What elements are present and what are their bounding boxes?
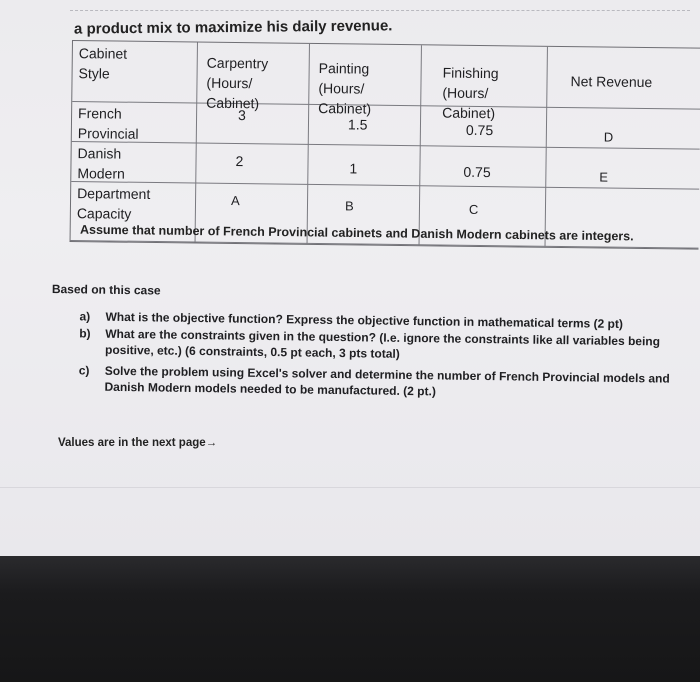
row-name-danish-modern: Danish Modern xyxy=(77,145,125,182)
cell-danish-finishing: 0.75 xyxy=(463,163,491,181)
cell-french-revenue: D xyxy=(603,129,614,145)
cell-capacity-carpentry: A xyxy=(230,192,240,209)
header-painting: Painting (Hours/ Cabinet) xyxy=(318,60,372,117)
cell-danish-revenue: E xyxy=(599,169,609,185)
section-heading: Based on this case xyxy=(51,282,161,298)
page-rule xyxy=(0,487,700,488)
question-text: Solve the problem using Excel's solver and determine the number of French Provincial models and Danish Modern models needed to be manufactured. (2 pt.) xyxy=(104,363,670,399)
question-label: b) xyxy=(79,326,91,341)
top-divider xyxy=(70,10,690,11)
question-text: What are the constraints given in the question? (I.e. ignore the constraints like all variables being positive, etc.) (6 constraints, 0.5 pt each, 3 pts total) xyxy=(104,326,661,361)
cell-danish-painting: 1 xyxy=(349,160,358,177)
row-name-french-provincial: French Provincial xyxy=(77,105,139,142)
header-finishing: Finishing (Hours/ Cabinet) xyxy=(442,64,499,122)
cell-french-painting: 1.5 xyxy=(347,116,368,133)
dark-background xyxy=(0,556,700,682)
cabinet-table xyxy=(70,40,700,250)
question-label: c) xyxy=(78,363,90,378)
header-cabinet-style: Cabinet Style xyxy=(78,45,128,82)
question-text: What is the objective function? Express the objective function in mathematical terms (2 pt) xyxy=(105,309,624,331)
cell-french-finishing: 0.75 xyxy=(465,121,494,139)
cell-french-carpentry: 3 xyxy=(237,107,246,124)
cell-capacity-painting: B xyxy=(344,198,354,214)
next-page-note: Values are in the next page→ xyxy=(58,437,218,449)
intro-line: a product mix to maximize his daily revenue. xyxy=(73,17,393,38)
cell-danish-carpentry: 2 xyxy=(235,153,244,170)
integer-assumption: Assume that number of French Provincial cabinets and Danish Modern cabinets are integers. xyxy=(79,222,634,244)
row-divider xyxy=(72,101,700,110)
header-carpentry: Carpentry (Hours/ Cabinet) xyxy=(206,54,269,112)
cell-capacity-finishing: C xyxy=(468,201,479,217)
header-net-revenue: Net Revenue xyxy=(570,73,653,91)
row-name-department-capacity: Department Capacity xyxy=(76,185,151,222)
question-label: a) xyxy=(79,309,91,324)
questions-section xyxy=(51,282,692,399)
